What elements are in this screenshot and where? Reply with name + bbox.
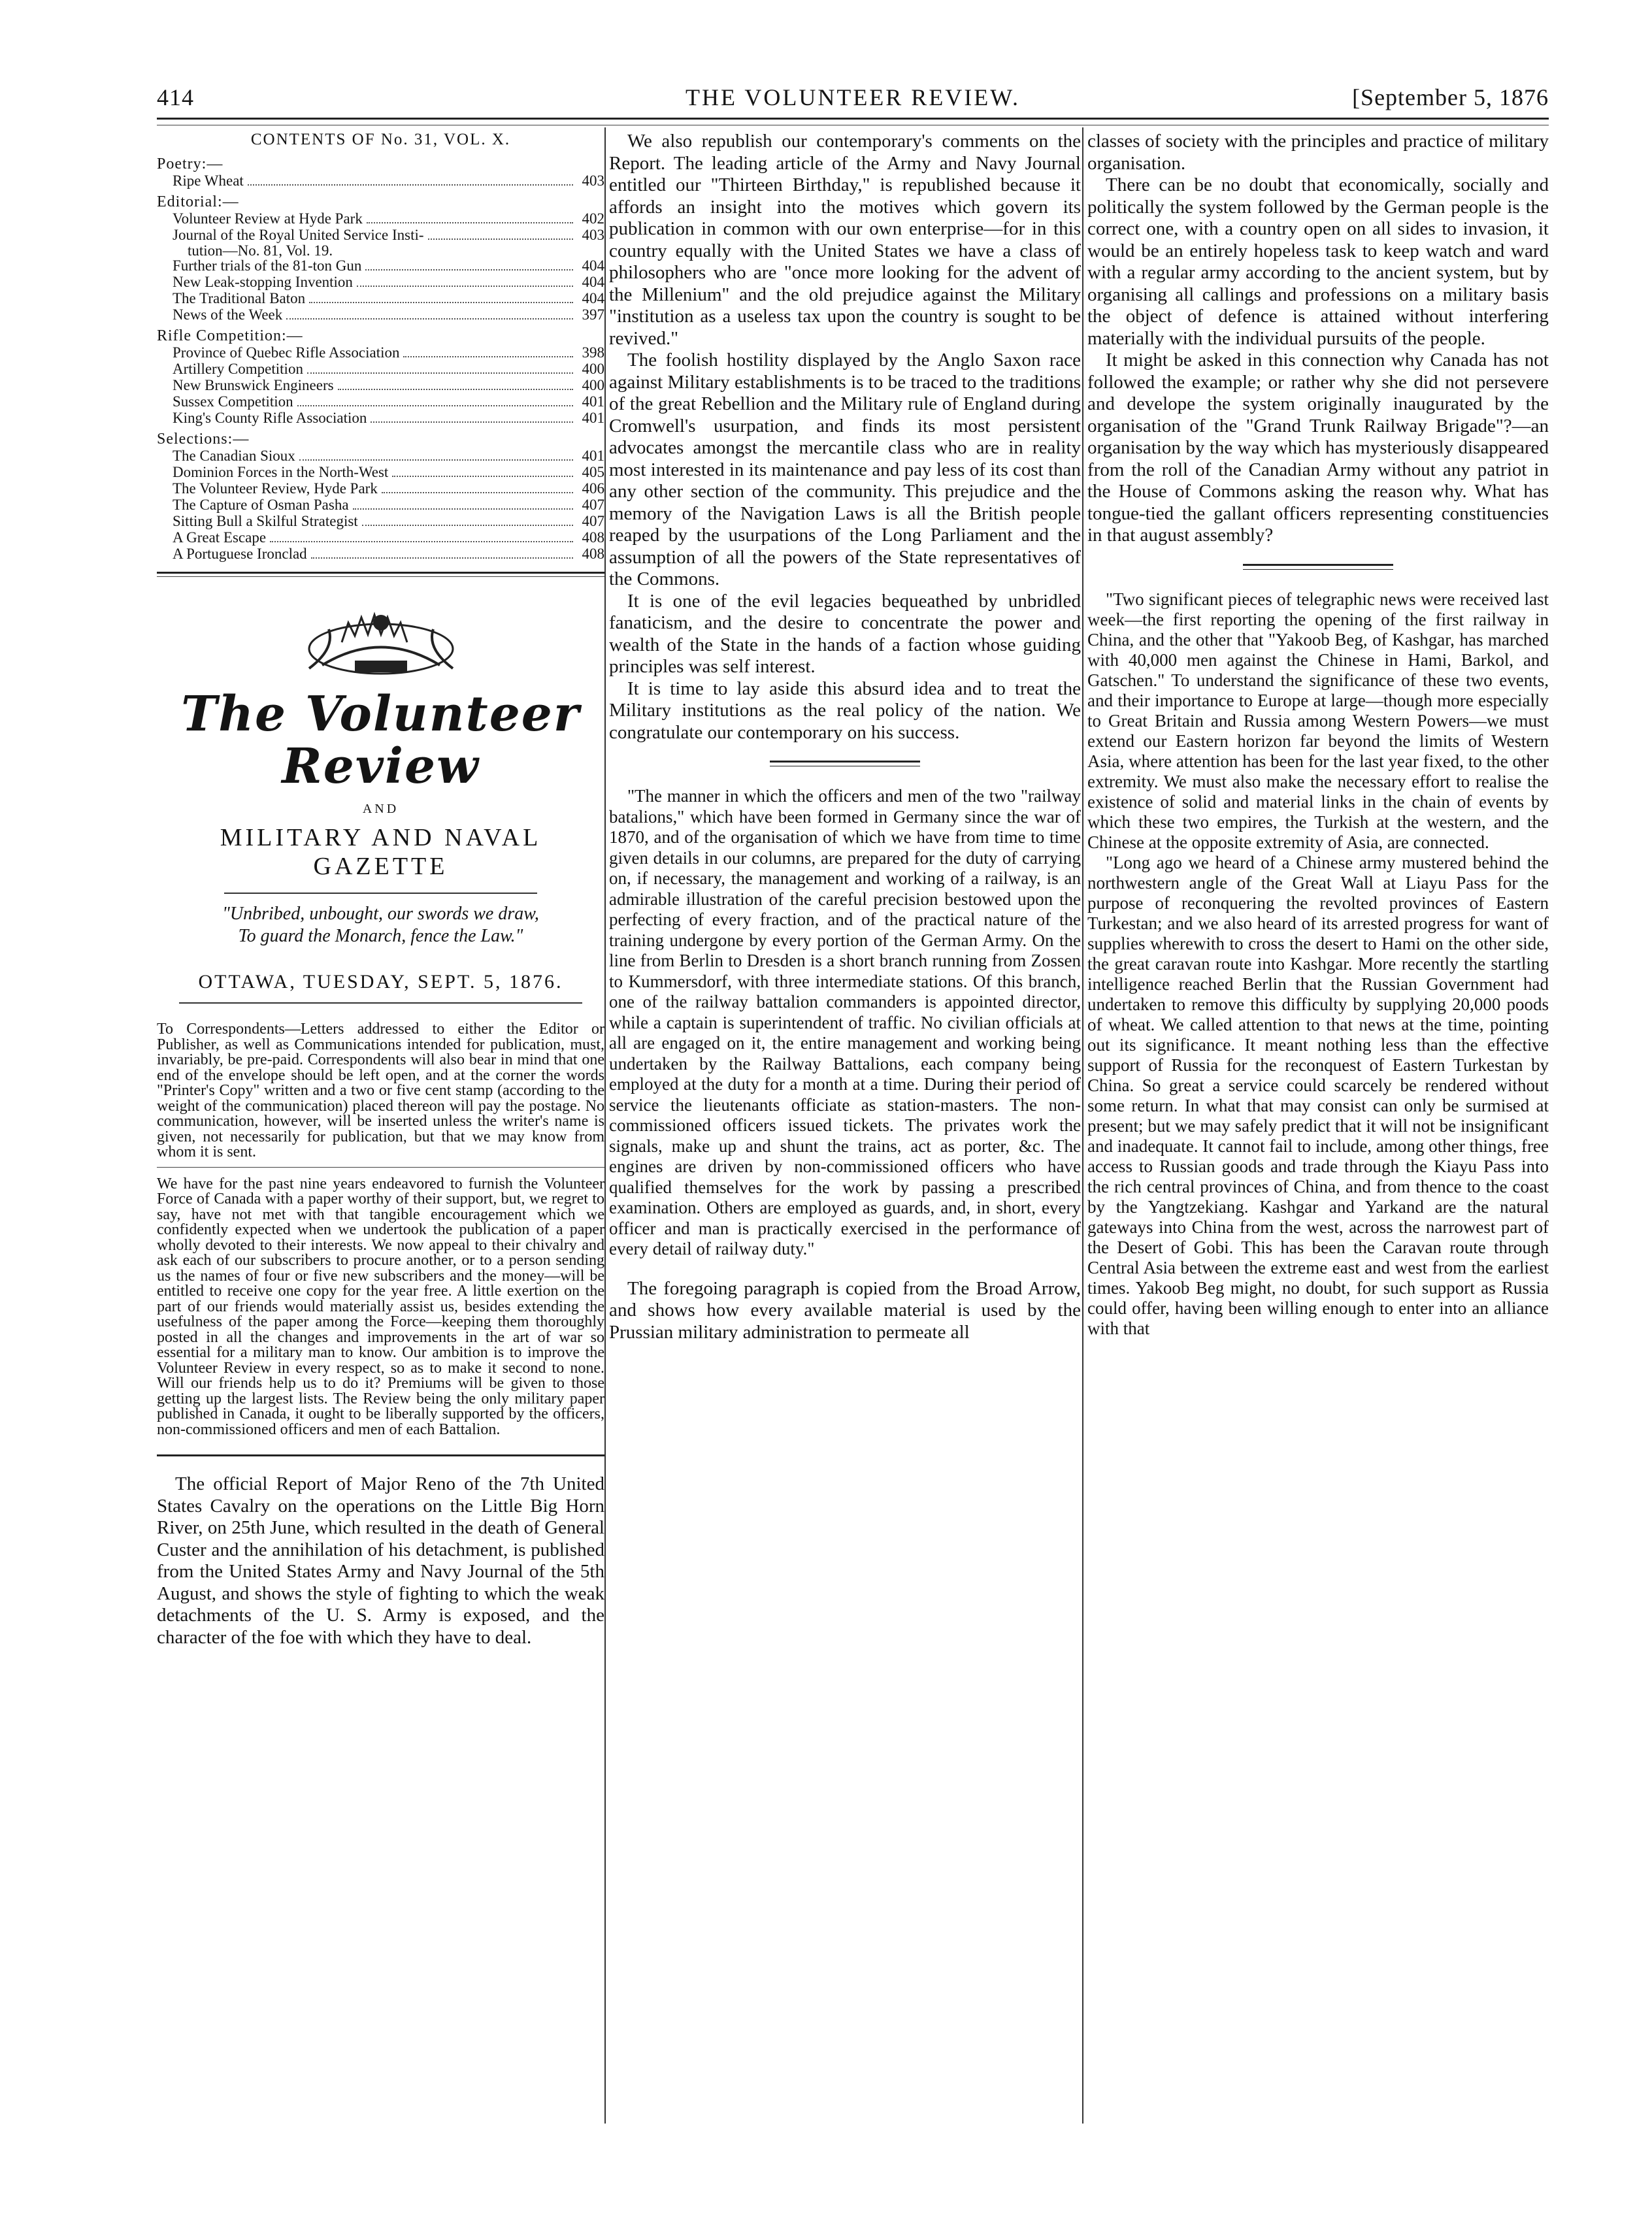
masthead-rule [179, 1002, 582, 1004]
contents-entry [157, 227, 604, 258]
contents-entry-page: 401 [582, 410, 604, 426]
contents-entry-title: The Capture of Osman Pasha [173, 497, 349, 513]
contents-rule [157, 572, 604, 577]
leader-dots [367, 222, 573, 223]
article-paragraph: classes of society with the principles and practice of military organisation. [1087, 131, 1549, 174]
article-paragraph: The foolish hostility displayed by the Anglo Saxon race against Military establishments is to be traced to the traditions of the great Rebellion and the Military rule of England during Cromwell's usurpation, and finds its most persistent advocates amongst the mercantile class who are in reality most interested in its maintenance and pay less of its cost than any other section of the community. This prejudice and the memory of the Navigation Laws is all the British people reaped by the usurpations of the Long Parliament and the assumption of all the powers of the State representatives of the Commons. [609, 350, 1081, 589]
article-paragraph: We also republish our contemporary's comments on the Report. The leading article of the Army and Navy Journal entitled our "Thirteen Birthday," is republished because it affords an insight into the motives which govern its publication in common with our own enterprise—for in this country equally with the United States we have a class of philosophers who are "once more looking for the advent of the Millenium" and the old prejudice against the Military "institution as a useless tax upon the country is sought to be revived." [609, 131, 1081, 349]
contents-entry-title: Sitting Bull a Skilful Strategist [173, 513, 358, 529]
leader-dots [270, 541, 573, 542]
masthead-rule [224, 893, 538, 894]
contents-entry-title: New Brunswick Engineers [173, 377, 334, 393]
contents-entry-page: 403 [582, 227, 604, 243]
contents-entry-page: 401 [582, 393, 604, 410]
contents-entry-page: 401 [582, 448, 604, 464]
leader-dots [392, 476, 573, 477]
leader-dots [311, 557, 573, 559]
section-divider [1243, 564, 1393, 570]
contents-entry-title: Further trials of the 81-ton Gun [173, 257, 362, 274]
contents-entry-title: The Volunteer Review, Hyde Park [173, 480, 378, 497]
contents-entry-page: 408 [582, 546, 604, 562]
motto-line: "Unbribed, unbought, our swords we draw, [222, 904, 539, 924]
divider [157, 1167, 604, 1168]
contents-entry-page: 402 [582, 210, 604, 227]
leader-dots [299, 459, 573, 461]
motto [157, 903, 604, 947]
leader-dots [371, 421, 573, 423]
quoted-paragraph: "Long ago we heard of a Chinese army mustered behind the northwestern angle of the Great Wall at Liayu Pass for the purpose of reconquering the revolted provinces of Eastern Turkestan; and we also heard of its arrested progress for want of supplies wherewith to cross the desert to Hami on the other side, the great caravan route into Kashgar. More recently the startling intelligence reached Berlin that the Russian Government had undertaken to remove this difficulty by supplying 20,000 poods of wheat. We called attention to that news at the time, pointing out its significance. It meant nothing less than the effective support of Russia for the reconquest of Eastern Turkestan by China. So great a service could scarcely be rendered without some return. In what that may consist can only be surmised at present; but we may safely predict that it will not be insignificant and inadequate. It cannot fail to include, among other things, free access to Russian goods and trade through the Kiayu Pass into the rich central provinces of China, and from thence to the coast by the Yangtzekiang. Kashgar and Yarkand are the natural gateways into China from the west, across the narrowest part of the Desert of Gobi. This has been the Caravan route through Central Asia between the extreme east and west from the earliest times. Yakoob Beg might, no doubt, for such support as Russia could offer, having been willing enough to enter into an alliance with that [1087, 852, 1549, 1338]
contents-list [157, 156, 604, 563]
spacer [609, 1260, 1081, 1278]
newspaper-subtitle: MILITARY AND NAVAL GAZETTE [220, 824, 542, 880]
quoted-paragraph: "The manner in which the officers and men of the two "railway batalions," which have been formed in Germany since the war of 1870, and of the organisation of which we have from time to time given details in our columns, are prepared for the duty of carrying on, if necessary, the management and working of a railway, is an admirable illustration of the careful precision bestowed upon the perfecting of every fraction, and of the practical nature of the training undergone by every portion of the German Army. On the line from Berlin to Dresden is a short branch running from Zossen to Kummersdorf, with three intermediate stations. Of this branch, one of the railway battalion commanders is appointed director, while a captain is superintendent of traffic. No civilian officials at all are engaged on it, the entire management and working being undertaken by the Railway Battalions, each company being employed at the duty for a month at a time. During their period of service the lieutenants officiate as station-masters. The non-commissioned officers issued tickets. The privates work the signals, make up and shunt the trains, act as porter, &c. The engines are driven by non-commissioned officers who have qualified themselves for the work by passing a prescribed examination. Others are employed as guards, and, in short, every officer and man is practically exercised in the performance of every detail of railway duty." [609, 786, 1081, 1258]
contents-section-heading: Poetry:— [157, 156, 223, 172]
contents-entry [157, 211, 604, 227]
leader-dots [297, 405, 573, 406]
contents-entry-title: The Canadian Sioux [173, 448, 295, 464]
contents-title: CONTENTS OF No. 31, VOL. X. [250, 131, 511, 148]
contents-entry [157, 361, 604, 378]
leader-dots [307, 372, 573, 374]
contents-entry-page: 406 [582, 480, 604, 497]
article-paragraph: It might be asked in this connection why Canada has not followed the example; or rather why she did not persevere and develope the system originally inaugurated by the organisation of the "Grand Trunk Railway Brigade"?—an organisation by the way which has mysteriously disappeared from the roll of the Canadian Army without any patriot in the House of Commons asking the reason why. What has tongue-tied the gallant officers representing constituencies in that august assembly? [1087, 350, 1549, 546]
newspaper-running-title: THE VOLUNTEER REVIEW. [686, 84, 1020, 110]
contents-entry-title: News of the Week [173, 306, 283, 323]
reno-report-paragraph: The official Report of Major Reno of the 7th United States Cavalry on the operations on the Little Big Horn River, on 25th June, which resulted in the death of General Custer and the annihilation of his detachment, is published from the United States Army and Navy Journal of the 5th August, and shows the style of fighting to which the weak detachments of the U. S. Army is exposed, and the character of the foe with which they have to deal. [157, 1473, 604, 1648]
contents-section-heading: Editorial:— [157, 193, 239, 210]
leader-dots [403, 356, 573, 357]
contents-entry-title: Ripe Wheat [173, 172, 244, 189]
contents-entry [157, 481, 604, 497]
royal-crest-icon [283, 603, 479, 681]
page-header [157, 84, 1549, 116]
column-divider [604, 127, 606, 2124]
leader-dots [428, 238, 573, 240]
article-paragraph: It is one of the evil legacies bequeathed by unbridled fanaticism, and the desire to concentrate the power and wealth of the State in the hands of a faction whose guiding principles was self interest. [609, 590, 1081, 677]
contents-entry-page: 405 [582, 464, 604, 480]
contents-entry [157, 345, 604, 361]
contents-entry-page: 404 [582, 274, 604, 290]
table-of-contents [157, 131, 604, 577]
contents-entry [157, 307, 604, 323]
contents-entry [157, 465, 604, 481]
contents-entry-title: Volunteer Review at Hyde Park [173, 210, 363, 227]
contents-entry-page: 397 [582, 306, 604, 323]
contents-entry-title: A Great Escape [173, 529, 267, 546]
article-paragraph: The foregoing paragraph is copied from the Broad Arrow, and shows how every available material is used by the Prussian military administration to permeate all [609, 1277, 1081, 1343]
contents-entry-page: 407 [582, 497, 604, 513]
correspondents-notice: To Correspondents—Letters addressed to either the Editor or Publisher, as well as Communications intended for publication, must, invariably, be pre-paid. Correspondents will also bear in mind that one end of the envelope should be left open, and at the corner the words "Printer's Copy" written and a two or five cent stamp (according to the weight of the communication) placed thereon will pay the postage. No communication, however, will be inserted unless the writer's name is given, not necessarily for publication, but that we may know from whom it is sent. [157, 1021, 604, 1160]
leader-dots [365, 269, 573, 271]
contents-entry [157, 274, 604, 291]
contents-entry-page: 398 [582, 344, 604, 361]
contents-entry [157, 497, 604, 514]
contents-entry-page: 404 [582, 290, 604, 306]
contents-entry [157, 530, 604, 546]
divider [157, 1454, 604, 1456]
contents-entry [157, 448, 604, 465]
section-divider [770, 761, 920, 766]
contents-entry [157, 173, 604, 189]
contents-entry-title: Artillery Competition [173, 361, 303, 377]
contents-section-heading: Selections:— [157, 431, 250, 448]
column-1 [157, 131, 604, 2124]
column-divider [1082, 127, 1083, 2124]
contents-entry-page: 403 [582, 172, 604, 189]
column-3 [1087, 131, 1549, 2124]
contents-entry-page: 404 [582, 257, 604, 274]
contents-entry [157, 258, 604, 274]
contents-entry-page: 400 [582, 377, 604, 393]
newspaper-title: The Volunteer Review [181, 686, 580, 795]
leader-dots [353, 508, 573, 510]
column-2 [609, 131, 1081, 2124]
contents-entry-title: Dominion Forces in the North-West [173, 464, 389, 480]
masthead-and: AND [362, 802, 399, 816]
article-paragraph: There can be no doubt that economically, socially and politically the system followed by the German people is the correct one, with a country open on all sides to invasion, it would be an entirely hopeless task to keep watch and ward with a regular army according to the ancient system, but by organising all callings and professions on a military basis the object of defence is attained without interfering materially with the individual pursuits of the people. [1087, 174, 1549, 349]
leader-dots [382, 492, 573, 493]
contents-entry [157, 410, 604, 427]
subscription-appeal: We have for the past nine years endeavored to furnish the Volunteer Force of Canada with a paper worthy of their support, but, we regret to say, have not met with that tangible encouragement which we confidently expected when we undertook the publication of a paper wholly devoted to their interests. We now appeal to their chivalry and ask each of our subscribers to procure another, or to a person sending us the names of four or five new subscribers and the money—will be entitled to receive one copy for the year free. A little exertion on the part of our friends would materially assist us, besides extending the usefulness of the paper among the Force—keeping them thoroughly posted in all the changes and improvements in the art of war so essential for a military man to know. Our ambition is to improve the Volunteer Review in every respect, so as to make it second to none. Will our friends help us to do it? Premiums will be given to those getting up the largest lists. The Review being the only military paper published in Canada, it ought to be liberally supported by the officers, non-commissioned officers and men of each Battalion. [157, 1175, 604, 1438]
contents-entry-title: The Traditional Baton [173, 290, 306, 306]
contents-entry-title: King's County Rifle Association [173, 410, 367, 426]
contents-entry [157, 378, 604, 394]
contents-entry-page: 408 [582, 529, 604, 546]
contents-entry-title: A Portuguese Ironclad [173, 546, 307, 562]
contents-entry [157, 546, 604, 563]
header-rule [157, 118, 1549, 125]
page-number: 414 [157, 84, 194, 110]
leader-dots [357, 286, 573, 287]
issue-date: [September 5, 1876 [1352, 84, 1549, 110]
contents-entry-title: Journal of the Royal United Service Insti- tution—No. 81, Vol. 19. [173, 227, 424, 259]
contents-entry [157, 291, 604, 307]
contents-entry [157, 514, 604, 530]
contents-entry-title: Province of Quebec Rifle Association [173, 344, 400, 361]
leader-dots [338, 389, 573, 390]
masthead [157, 603, 604, 1004]
article-paragraph: It is time to lay aside this absurd idea and to treat the Military institutions as the real policy of the nation. We congratulate our contemporary on his success. [609, 678, 1081, 743]
quoted-paragraph: "Two significant pieces of telegraphic news were received last week—the first reporting the opening of the first railway in China, and the other that "Yakoob Beg, of Kashgar, has marched with 40,000 men against the Chinese in Hami, Barkol, and Gatschen." To understand the significance of these two events, and their importance to Europe at large—though more especially to Great Britain and Russia among Western Powers—we must extend our Eastern horizon far beyond the limits of Western Asia, where attention has been for the last year fixed, to the other extremity. We must also make the necessary effort to realise the existence of solid and material links in the chain of events by which these two empires, the Turkish at the western, and the Chinese at the opposite extremity of Asia, are connected. [1087, 589, 1549, 852]
contents-entry-page: 400 [582, 361, 604, 377]
contents-section-heading: Rifle Competition:— [157, 327, 303, 344]
contents-entry-page: 407 [582, 513, 604, 529]
motto-line: To guard the Monarch, fence the Law." [238, 926, 523, 946]
contents-entry-title: Sussex Competition [173, 393, 293, 410]
leader-dots [248, 184, 573, 186]
contents-entry [157, 394, 604, 410]
dateline: OTTAWA, TUESDAY, SEPT. 5, 1876. [198, 971, 563, 993]
contents-entry-title: New Leak-stopping Invention [173, 274, 353, 290]
leader-dots [286, 318, 573, 320]
leader-dots [309, 302, 573, 303]
leader-dots [362, 525, 573, 526]
